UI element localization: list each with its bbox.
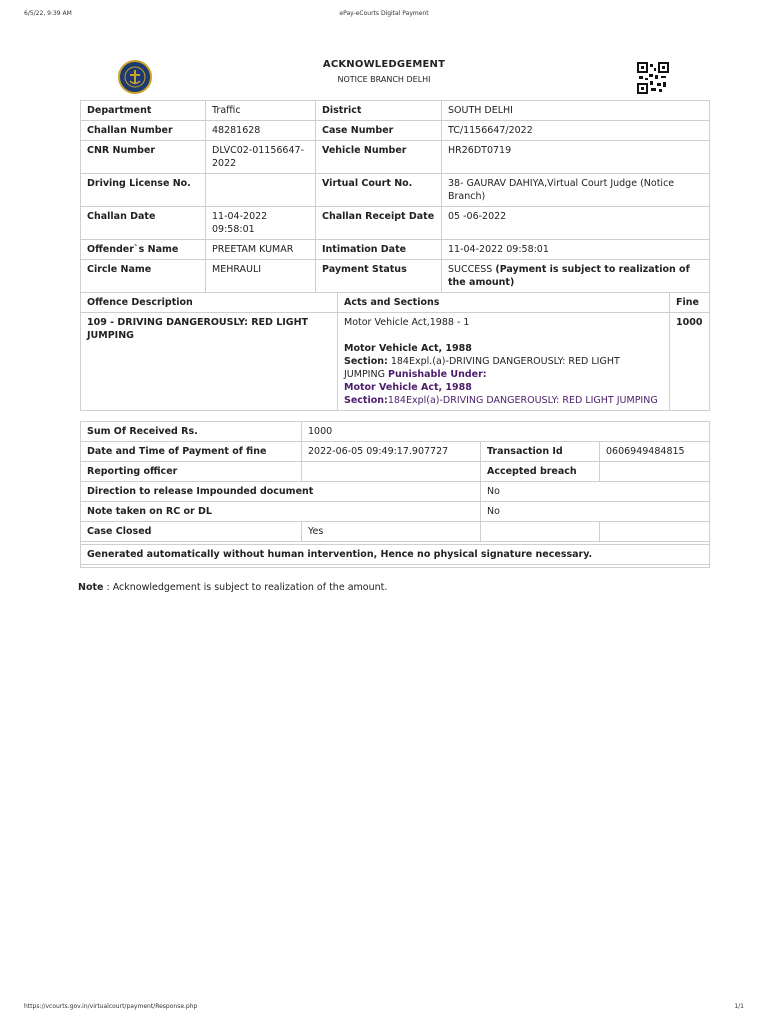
rc-dl-value: No	[481, 502, 710, 522]
acts-sections-header: Acts and Sections	[338, 293, 670, 313]
impound-value: No	[481, 482, 710, 502]
case-number-value: TC/1156647/2022	[442, 121, 710, 141]
table-row	[81, 462, 710, 482]
cnr-value: DLVC02-01156647-2022	[206, 141, 316, 174]
case-number-label: Case Number	[316, 121, 442, 141]
punish-section-label: Section:	[344, 395, 388, 406]
punishable-label: Punishable Under:	[387, 369, 487, 380]
empty-cell	[481, 522, 600, 542]
punish-section-line	[344, 394, 663, 407]
page-subtitle: NOTICE BRANCH DELHI	[337, 75, 431, 84]
section-line	[344, 355, 663, 381]
table-row	[81, 121, 710, 141]
punish-section-text: 184Expl(a)-DRIVING DANGEROUSLY: RED LIGHT JUMPING	[387, 395, 658, 406]
payment-status-value	[442, 260, 710, 293]
generated-notice: Generated automatically without human intervention, Hence no physical signature necessary.	[81, 545, 710, 565]
payment-status-text: SUCCESS	[448, 264, 493, 275]
table-row	[81, 293, 710, 313]
reporting-officer-value	[302, 462, 481, 482]
table-row	[81, 260, 710, 293]
table-row	[81, 565, 710, 568]
table-row	[81, 207, 710, 240]
page-number: 1/1	[734, 1003, 744, 1010]
payment-status-note: (Payment is subject to realization of the amount)	[448, 264, 690, 288]
case-closed-label: Case Closed	[81, 522, 302, 542]
payment-table	[80, 421, 710, 568]
note-text: : Acknowledgement is subject to realization of the amount.	[103, 582, 388, 593]
table-row	[81, 442, 710, 462]
challan-date-value: 11-04-2022 09:58:01	[206, 207, 316, 240]
payment-datetime-label: Date and Time of Payment of fine	[81, 442, 302, 462]
vehicle-label: Vehicle Number	[316, 141, 442, 174]
table-row	[81, 101, 710, 121]
virtual-court-label: Virtual Court No.	[316, 174, 442, 207]
virtual-court-value: 38- GAURAV DAHIYA,Virtual Court Judge (Notice Branch)	[442, 174, 710, 207]
table-row	[81, 141, 710, 174]
section-text: 184Expl.(a)-DRIVING DANGEROUSLY: RED LIGHT JUMPING	[344, 356, 620, 380]
page-title: ACKNOWLEDGEMENT	[322, 59, 446, 70]
challan-number-value: 48281628	[206, 121, 316, 141]
department-label: Department	[81, 101, 206, 121]
fine-header: Fine	[670, 293, 710, 313]
accepted-breach-value	[600, 462, 710, 482]
impound-label: Direction to release Impounded document	[81, 482, 481, 502]
spacer-row	[81, 565, 710, 568]
print-title: ePay-eCourts Digital Payment	[339, 10, 429, 17]
offender-value: PREETAM KUMAR	[206, 240, 316, 260]
rc-dl-label: Note taken on RC or DL	[81, 502, 481, 522]
case-closed-value: Yes	[302, 522, 481, 542]
offence-table	[80, 292, 710, 411]
challan-date-label: Challan Date	[81, 207, 206, 240]
receipt-date-label: Challan Receipt Date	[316, 207, 442, 240]
transaction-id-label: Transaction Id	[481, 442, 600, 462]
challan-number-label: Challan Number	[81, 121, 206, 141]
intimation-label: Intimation Date	[316, 240, 442, 260]
table-row	[81, 174, 710, 207]
punish-act: Motor Vehicle Act, 1988	[344, 382, 472, 393]
department-value: Traffic	[206, 101, 316, 121]
act-line: Motor Vehicle Act,1988 - 1	[344, 317, 470, 328]
acknowledgement-note	[78, 582, 387, 593]
empty-cell	[600, 522, 710, 542]
table-row	[81, 422, 710, 442]
sum-value: 1000	[302, 422, 710, 442]
table-row	[81, 545, 710, 565]
vehicle-value: HR26DT0719	[442, 141, 710, 174]
license-value	[206, 174, 316, 207]
table-row	[81, 502, 710, 522]
print-url[interactable]: https://vcourts.gov.in/virtualcourt/payment/Response.php	[24, 1003, 198, 1010]
accepted-breach-label: Accepted breach	[481, 462, 600, 482]
offender-label: Offender`s Name	[81, 240, 206, 260]
transaction-id-value: 0606949484815	[600, 442, 710, 462]
sum-label: Sum Of Received Rs.	[81, 422, 302, 442]
payment-status-label: Payment Status	[316, 260, 442, 293]
cnr-label: CNR Number	[81, 141, 206, 174]
payment-datetime-value: 2022-06-05 09:49:17.907727	[302, 442, 481, 462]
qr-code-icon	[637, 62, 669, 94]
offence-description: 109 - DRIVING DANGEROUSLY: RED LIGHT JUMPING	[81, 313, 338, 411]
acts-sections-cell	[338, 313, 670, 411]
fine-value: 1000	[670, 313, 710, 411]
reporting-officer-label: Reporting officer	[81, 462, 302, 482]
act-name: Motor Vehicle Act, 1988	[344, 343, 472, 354]
district-label: District	[316, 101, 442, 121]
table-row	[81, 240, 710, 260]
circle-value: MEHRAULI	[206, 260, 316, 293]
district-value: SOUTH DELHI	[442, 101, 710, 121]
table-row	[81, 313, 710, 411]
license-label: Driving License No.	[81, 174, 206, 207]
note-label: Note	[78, 582, 104, 593]
receipt-date-value: 05 -06-2022	[442, 207, 710, 240]
table-row	[81, 522, 710, 542]
offence-description-header: Offence Description	[81, 293, 338, 313]
challan-details-table	[80, 100, 710, 293]
circle-label: Circle Name	[81, 260, 206, 293]
print-date: 6/5/22, 9:39 AM	[24, 10, 72, 17]
intimation-value: 11-04-2022 09:58:01	[442, 240, 710, 260]
section-label: Section:	[344, 356, 388, 367]
table-row	[81, 482, 710, 502]
